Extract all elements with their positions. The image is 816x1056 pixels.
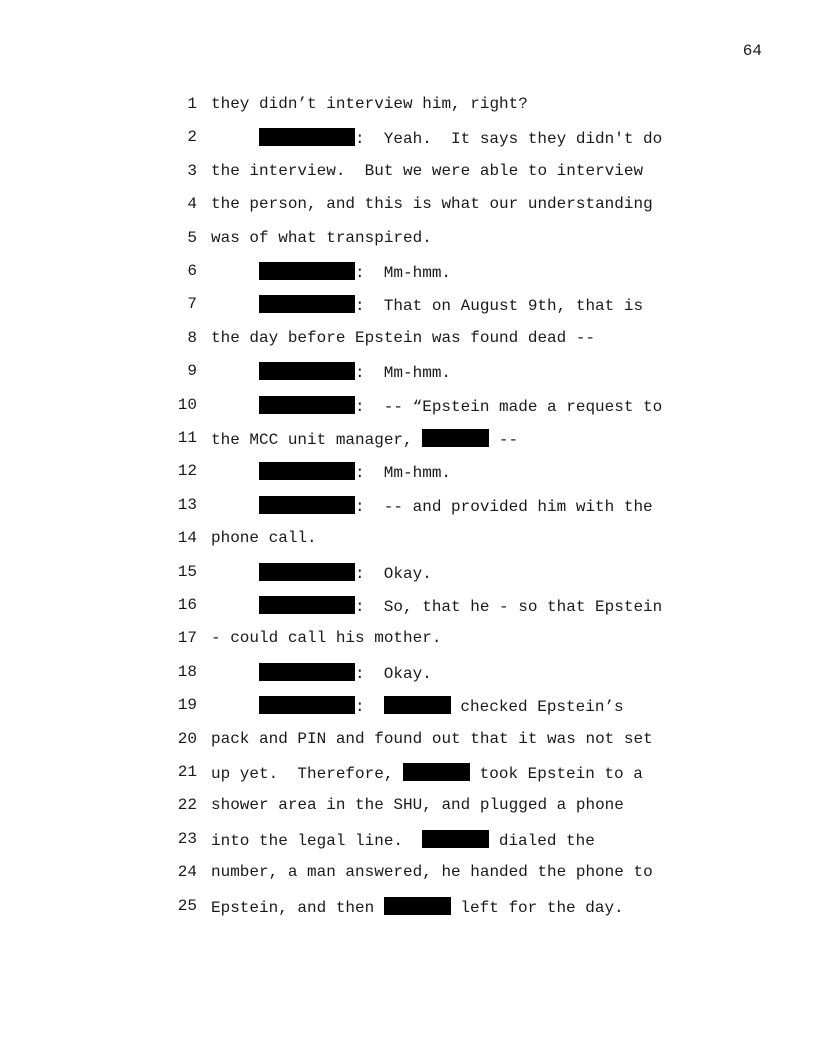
redaction-box — [259, 262, 355, 280]
redaction-box — [422, 429, 489, 447]
transcript-line — [0, 454, 816, 487]
line-number: 21 — [177, 763, 197, 781]
line-text: - could call his mother. — [211, 629, 442, 648]
transcript-line — [0, 555, 816, 588]
transcript-line — [0, 421, 816, 454]
line-number: 25 — [177, 896, 197, 915]
transcript-line — [0, 221, 816, 254]
line-number: 23 — [177, 829, 197, 848]
speaker-text: : -- and provided him with the — [355, 497, 653, 516]
line-text — [211, 128, 662, 148]
transcript-line — [0, 788, 816, 821]
line-text — [211, 396, 662, 416]
line-text — [211, 763, 643, 783]
transcript-line — [0, 755, 816, 788]
line-text — [211, 830, 595, 850]
line-text — [211, 462, 451, 482]
transcript-line — [0, 588, 816, 621]
line-number: 9 — [187, 362, 197, 381]
speaker-text: : Okay. — [355, 564, 432, 583]
text-before-redaction: Epstein, and then — [211, 898, 384, 917]
redaction-box — [259, 362, 355, 380]
speaker-prefix: : — [355, 698, 384, 717]
redaction-box — [259, 396, 355, 414]
text-after-redaction: checked Epstein’s — [450, 698, 624, 717]
line-number: 24 — [177, 863, 197, 882]
line-text — [211, 429, 518, 449]
redaction-box — [259, 295, 355, 313]
line-text: the interview. But we were able to interview — [211, 161, 644, 180]
line-number: 3 — [187, 161, 197, 180]
text-after-redaction: took Epstein to a — [470, 765, 643, 783]
line-text — [211, 663, 432, 683]
line-text — [211, 295, 643, 315]
redaction-box — [259, 696, 355, 714]
line-number: 2 — [187, 128, 197, 147]
line-text — [211, 496, 653, 516]
transcript-line — [0, 120, 816, 153]
redaction-box — [259, 596, 355, 614]
redaction-box — [259, 128, 355, 146]
line-number: 1 — [187, 95, 197, 113]
redaction-box — [422, 830, 489, 848]
line-text — [211, 696, 624, 716]
line-number: 15 — [177, 562, 197, 581]
redaction-box — [259, 663, 355, 681]
speaker-text: : Mm-hmm. — [355, 364, 452, 383]
line-number: 6 — [187, 262, 197, 280]
line-text: pack and PIN and found out that it was not set — [211, 729, 653, 748]
redaction-box — [403, 763, 470, 781]
speaker-text: : Mm-hmm. — [355, 464, 452, 483]
line-text: they didn’t interview him, right? — [211, 95, 528, 113]
line-number: 4 — [187, 195, 197, 214]
transcript-line — [0, 889, 816, 922]
line-number: 17 — [177, 629, 197, 648]
line-text — [211, 563, 432, 583]
line-number: 7 — [187, 295, 197, 314]
speaker-text: : That on August 9th, that is — [355, 297, 644, 316]
line-text — [211, 897, 624, 917]
line-number: 19 — [177, 696, 197, 715]
line-text: was of what transpired. — [211, 228, 432, 247]
transcript-line — [0, 321, 816, 354]
page-number: 64 — [742, 42, 762, 60]
redaction-box — [384, 696, 451, 714]
line-number: 5 — [187, 228, 197, 247]
transcript-line — [0, 287, 816, 320]
transcript-line — [0, 855, 816, 888]
line-number: 10 — [177, 395, 197, 414]
transcript-line — [0, 822, 816, 855]
line-number: 16 — [177, 596, 197, 614]
line-text: the day before Epstein was found dead -- — [211, 328, 596, 347]
redaction-box — [259, 496, 355, 514]
transcript-line — [0, 87, 816, 120]
text-before-redaction: the MCC unit manager, — [211, 431, 423, 449]
speaker-text: : Yeah. It says they didn't do — [355, 130, 663, 149]
transcript-line — [0, 154, 816, 187]
text-before-redaction: into the legal line. — [211, 831, 423, 850]
text-after-redaction: dialed the — [489, 831, 595, 850]
line-number: 11 — [177, 429, 197, 447]
speaker-text: : So, that he - so that Epstein — [355, 598, 663, 616]
redaction-box — [259, 563, 355, 581]
transcript-line — [0, 688, 816, 721]
speaker-text: : Mm-hmm. — [355, 264, 452, 282]
line-text: phone call. — [211, 529, 317, 548]
line-text — [211, 596, 662, 616]
transcript-line — [0, 488, 816, 521]
transcript-line — [0, 187, 816, 220]
transcript-line — [0, 722, 816, 755]
line-number: 13 — [177, 495, 197, 514]
redaction-box — [259, 462, 355, 480]
line-text: the person, and this is what our understanding — [211, 195, 653, 214]
line-number: 18 — [177, 662, 197, 681]
text-after-redaction: -- — [489, 431, 519, 449]
transcript-line — [0, 254, 816, 287]
speaker-text: : -- “Epstein made a request to — [355, 397, 663, 416]
line-number: 8 — [187, 328, 197, 347]
transcript-line — [0, 388, 816, 421]
line-number: 12 — [177, 462, 197, 481]
transcript-line — [0, 521, 816, 554]
line-text: shower area in the SHU, and plugged a phone — [211, 796, 624, 815]
line-number: 22 — [177, 796, 197, 815]
transcript-line — [0, 354, 816, 387]
line-number: 20 — [177, 729, 197, 748]
line-text — [211, 362, 451, 382]
text-before-redaction: up yet. Therefore, — [211, 765, 404, 783]
transcript-line — [0, 621, 816, 654]
transcript-line — [0, 655, 816, 688]
line-text — [211, 262, 451, 282]
line-text: number, a man answered, he handed the phone to — [211, 863, 653, 882]
speaker-text: : Okay. — [355, 664, 432, 683]
line-number: 14 — [177, 529, 197, 548]
redaction-box — [384, 897, 451, 915]
text-after-redaction: left for the day. — [450, 898, 624, 917]
